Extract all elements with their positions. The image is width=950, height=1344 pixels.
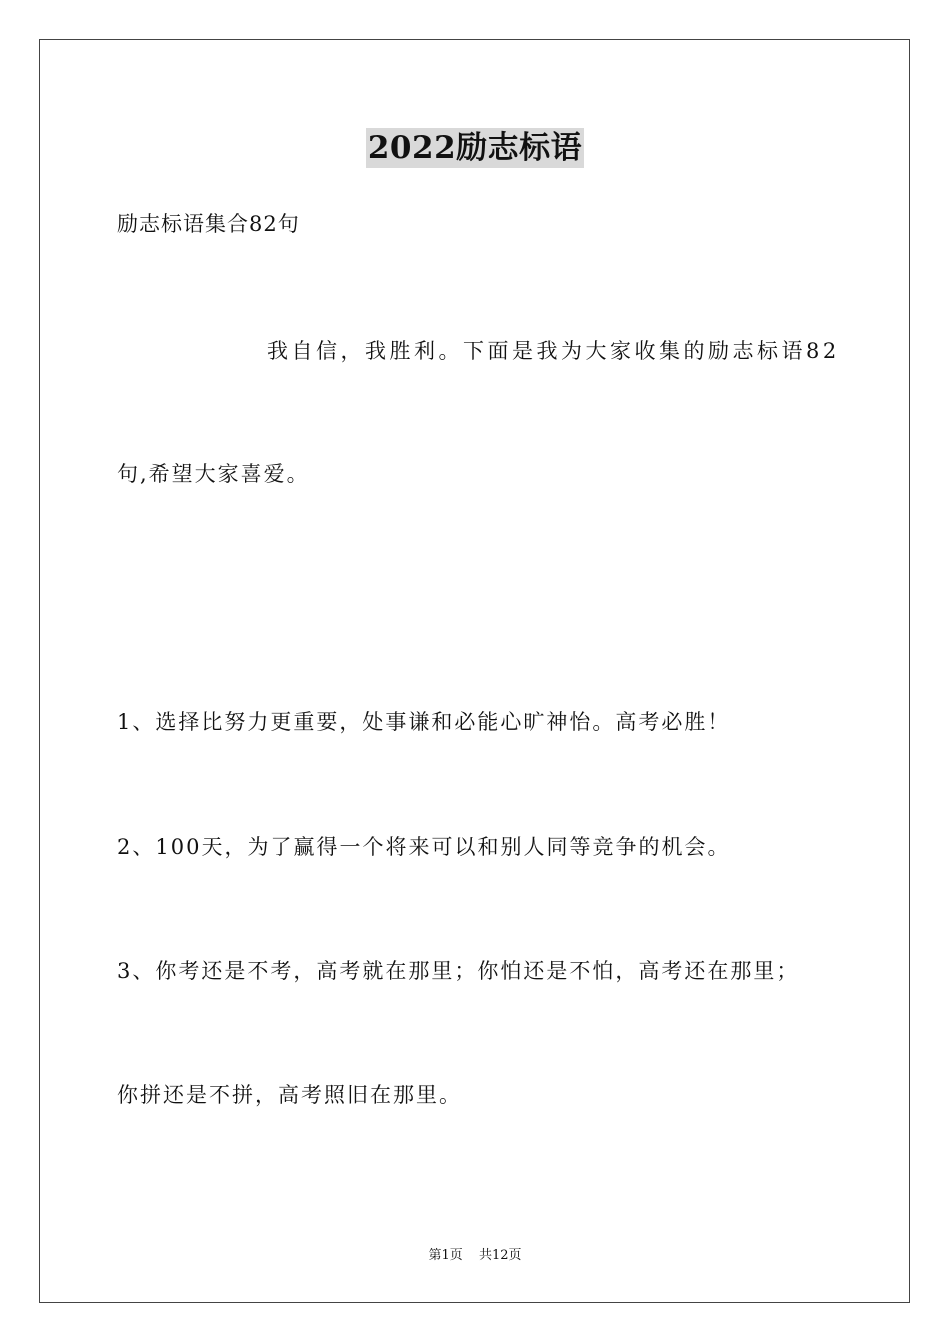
title-container [0,128,950,168]
intro-line-2: 句,希望大家喜爱。 [117,462,310,486]
list-item: 1、选择比努力更重要，处事谦和必能心旷神怡。高考必胜！ [117,710,731,734]
document-title: 2022励志标语 [367,130,583,166]
page-number: 第1页 [428,1248,463,1263]
page-total: 共12页 [478,1248,522,1263]
list-item: 3、你考还是不考，高考就在那里；你怕还是不怕，高考还在那里； [117,959,800,983]
intro-line-1: 我自信，我胜利。下面是我为大家收集的励志标语82 [267,339,840,363]
list-item-continuation: 你拼还是不拼，高考照旧在那里。 [117,1083,462,1107]
document-subtitle: 励志标语集合82句 [117,212,300,236]
list-item: 2、100天，为了赢得一个将来可以和别人同等竞争的机会。 [117,835,731,859]
page-footer [0,1247,950,1265]
